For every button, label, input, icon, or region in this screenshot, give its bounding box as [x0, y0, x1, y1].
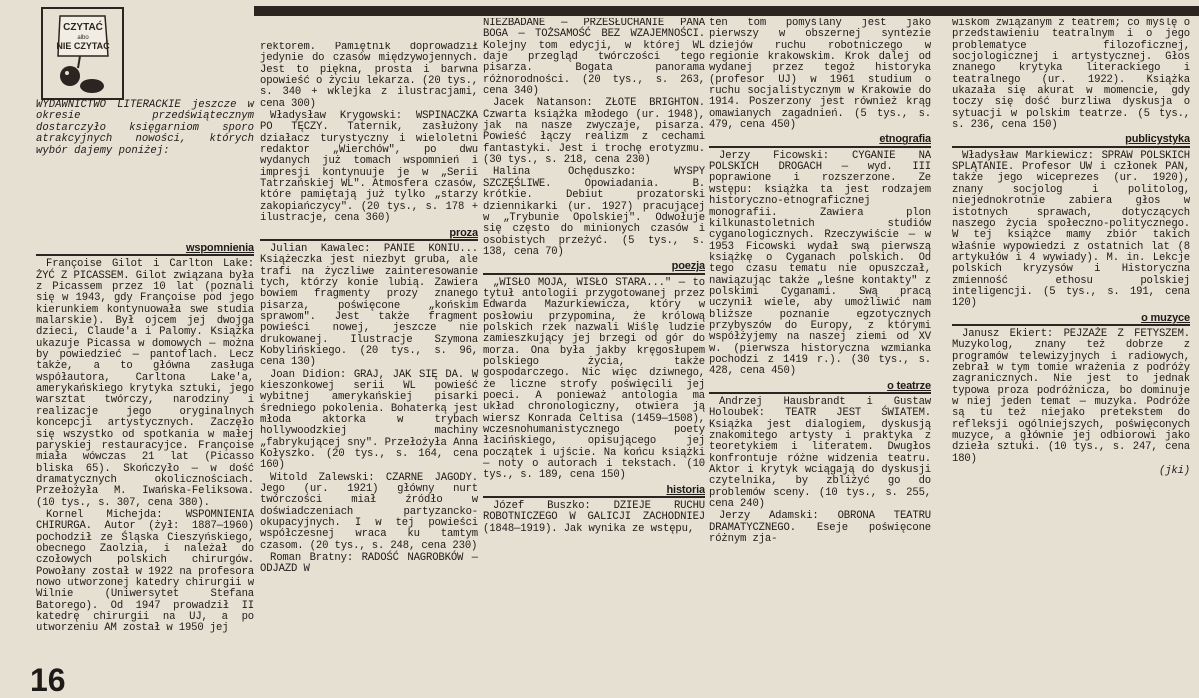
- book-review: Françoise Gilot i Carlton Lake: ŻYĆ Z PICASSEM. Gilot związana była z Picassem przez 10 lat (poznali się w 1943, gdy Françoise pod jego kierunkiem kontynuowała swe studia malarskie). Był ojcem jej dwojga dzieci, Claude'a i Palomy. Książka ukazuje Picassa w domowych — można by powiedzieć — pantoflach. Lecz także, a to główna zasługa współautora, Carltona Lake'a, amerykańskiego krytyka sztuki, jego warsztat twórczy, narodziny i realizacje jego oryginalnych koncepcji artystycznych. Zaczęło się wszystko od spotkania w małej paryskiej restauracyjce. Françoise miała wówczas 21 lat (Picasso bliska 65). Skończyło — w dość dramatycznych okolicznościach. Przełożyła M. Iwańska-Feliksowa. (10 tys., s. 307, cena 380).: [36, 258, 254, 509]
- section-heading: etnografia: [709, 134, 931, 147]
- section-heading: historia: [483, 485, 705, 498]
- section-heading: proza: [260, 228, 478, 241]
- page-number: 16: [30, 662, 66, 698]
- column-5: [952, 18, 1190, 687]
- book-review: Witold Zalewski: CZARNE JAGODY. Jego (ur. 1921) główny nurt twórczości miał źródło w doświadczeniach partyzancko-okupacyjnych. I w tej powieści współczesnej wraca ku tamtym czasom. (20 tys., s. 248, cena 230): [260, 471, 478, 552]
- svg-text:albo: albo: [77, 35, 89, 41]
- book-review: Jerzy Ficowski: CYGANIE NA POLSKICH DROGACH — wyd. III poprawione i rozszerzone. Ze wstępu: książka ta jest rodzajem historyczno-etnograficznej monografii. Zawiera plon kilkunastoletnich studiów cyganologicznych. Rzeczywiście — w 1953 Ficowski wydał swą pierwszą książkę o Cyganach polskich. Od tego czasu tematu nie opuszczał, nawiązując także „leśne kontakty" z polskimi Cyganami. Swą pracą uczynił wiele, aby umożliwić nam bliższe poznanie egzotycznych przybyszów do Europy, z którymi współżyjemy na naszej ziemi od XV w. (pierwsza historyczna wzmianka pochodzi z 1419 r.). (30 tys., s. 428, cena 450): [709, 149, 931, 378]
- section-heading: o teatrze: [709, 381, 931, 394]
- top-rule: [254, 6, 1199, 16]
- book-review: Kornel Michejda: WSPOMNIENIA CHIRURGA. Autor (żył: 1887—1960) pochodził ze Śląska Cieszyńskiego, obecnego Zaolzia, i należał do czołowych polskich chirurgów. Powołany został w 1922 na profesora nowo utworzonej katedry chirurgii w Wilnie (Uniwersytet Stefana Batorego). Od 1947 prowadził II katedrę chirurgii na UJ, a po utworzeniu AM został w 1950 jej: [36, 508, 254, 635]
- book-review: Andrzej Hausbrandt i Gustaw Holoubek: TEATR JEST ŚWIATEM. Książka jest dialogiem, dyskusją znakomitego artysty i praktyka z teoretykiem i literatem. Dwugłos konfrontuje różne widzenia teatru. Aktor i krytyk wciągają do dyskusji czytelnika, by zbliżyć go do problemów sceny. (10 tys., s. 255, cena 240): [709, 396, 931, 511]
- column-4: [709, 18, 931, 687]
- book-review: „WISŁO MOJA, WISŁO STARA..." — to tytuł antologii przygotowanej przez Edwarda Mazurkiewicza, który w posłowiu przypomina, że królową polskich rzek nazwali Wiślę ludzie zamieszkujący jej brzegi od gór do morza. Ona była jakby kręgosłupem polskiego życia, także gospodarczego. Nic więc dziwnego, że liczne strofy poświęcili jej poeci. A ponieważ antologia ma układ chronologiczny, otwiera ją wiersz Konrada Celtisa (1459—1508), wczesnohumanistycznego poety łacińskiego, opisującego jej początek i ujście. Na końcu książki — noty o autorach i tekstach. (10 tys., s. 189, cena 150): [483, 276, 705, 482]
- book-review: Julian Kawalec: PANIE KONIU... Książeczka jest niezbyt gruba, ale trafi na życzliwe zainteresowanie tych, którzy konie lubią. Zawiera bowiem fragmenty prozy znanego pisarza, poświęcone „końskim sprawom". Jest także fragment powieści nowej, jeszcze nie drukowanej. Ilustracje Szymona Kobylińskiego. (20 tys., s. 96, cena 130): [260, 242, 478, 369]
- book-review: Janusz Ekiert: PEJZAŻE Z FETYSZEM. Muzykolog, znany też dobrze z programów telewizyjnych i radiowych, zebrał w tym tomie wrażenia z podróży zagranicznych. Nie jest to jednak typowa proza podróżnicza, bo dominuje w niej jeden temat — muzyka. Podróże są tu też niejako pretekstem do refleksji ogólniejszych, poświęconych muzyce, a głównie jej odbiorowi jako dzieła sztuki. (10 tys., s. 247, cena 180): [952, 327, 1190, 465]
- book-review: Jacek Natanson: ZŁOTE BRIGHTON. Czwarta książka młodego (ur. 1948), jak na nasze zwyczaje, pisarza. Powieść łączy realizm z cechami fantastyki. Jest i trochę erotyzmu. (30 tys., s. 218, cena 230): [483, 97, 705, 167]
- column-3: [483, 18, 705, 687]
- book-review: Halina Ochęduszko: WYSPY SZCZĘŚLIWE. Opowiadania. B. krótkie. Debiut prozatorski dziennikarki (ur. 1927) pracującej w „Trybunie Opolskiej". Odwołuje się często do minionych czasów i osobistych przeżyć. (5 tys., s. 138, cena 70): [483, 166, 705, 258]
- column-2: [260, 42, 478, 687]
- book-review: Jerzy Adamski: OBRONA TEATRU DRAMATYCZNEGO. Eseje poświęcone różnym zja-: [709, 510, 931, 546]
- svg-text:CZYTAĆ: CZYTAĆ: [63, 22, 103, 33]
- book-review: rektorem. Pamiętnik doprowadził jedynie do czasów międzywojennych. Jest to piękna, prosta i barwna opowieść o życiu lekarza. (20 tys., s. 340 + wklejka z ilustracjami, cena 300): [260, 42, 478, 110]
- section-heading: o muzyce: [952, 313, 1190, 326]
- book-review: wiskom związanym z teatrem; co myślę o przedstawieniu teatralnym i o jego problematyce filozoficznej, socjologicznej i artystycznej. Głos znanego krytyka literackiego i teatralnego (ur. 1922). Książka ukazała się akurat w momencie, gdy toczy się dość burzliwa dyskusja o sytuacji w polskim teatrze. (5 tys., s. 236, cena 150): [952, 18, 1190, 132]
- book-review: ten tom pomyślany jest jako pierwszy w obszernej syntezie dziejów ruchu robotniczego w regionie krakowskim. Krok dalej od wydanej przez tegoż historyka (profesor UJ) w 1961 studium o ruchu socjalistycznym w Krakowie do 1914. Poszerzony jest również krąg omawianych zagadnień. (5 tys., s. 479, cena 450): [709, 18, 931, 132]
- section-heading: wspomnienia: [36, 243, 254, 256]
- section-heading: publicystyka: [952, 134, 1190, 147]
- czytac-logo-icon: [40, 6, 125, 101]
- book-review: Władysław Markiewicz: SPRAW POLSKICH SPLĄTANIE. Profesor UW i członek PAN, także jego wiceprezes (ur. 1920), znany socjolog i politolog, niejednokrotnie zabiera głos w istotnych sprawach, dotyczących naszego życia społeczno-politycznego. W tej książce mamy zbiór takich właśnie wypowiedzi z ostatnich lat (8 artykułów i 4 wywiady). M. in. Lekcje polskich kryzysów i Historyczna zmienność ethosu polskiej inteligencji. (5 tys., s. 191, cena 120): [952, 149, 1190, 310]
- intro-text: WYDAWNICTWO LITERACKIE jeszcze w okresie przedświątecznym dostarczyło księgarniom sporo atrakcyjnych nowości, których wybór dajemy poniżej:: [36, 99, 254, 157]
- section-heading: poezja: [483, 261, 705, 274]
- book-review: Joan Didion: GRAJ, JAK SIĘ DA. W kieszonkowej serii WL powieść wybitnej amerykańskiej pisarki średniego pokolenia. Bohaterką jest młoda aktorka w trybach hollywoodzkiej machiny „fabrykującej sny". Przełożyła Anna Kołyszko. (20 tys., s. 164, cena 160): [260, 368, 478, 472]
- svg-text:NIE CZYTAĆ: NIE CZYTAĆ: [56, 41, 110, 51]
- author-signature: (jki): [1158, 465, 1190, 478]
- book-review: Władysław Krygowski: WSPINACZKA PO TĘCZY. Taternik, zasłużony działacz turystyczny i wieloletni redaktor „Wierchów", po dwu wydanych już tomach wspomnień i impresji kontynuuje je w „Serii Tatrzańskiej WL". Atmosfera czasów, które pamiętają już tylko „starzy zakopiańczycy". (20 tys., s. 178 + ilustracje, cena 360): [260, 110, 478, 225]
- book-review: Józef Buszko: DZIEJE RUCHU ROBOTNICZEGO W GALICJI ZACHODNIEJ (1848—1919). Jak wynika ze wstępu,: [483, 500, 705, 535]
- book-review: NIEZBADANE — PRZESŁUCHANIE PANA BOGA — TOŻSAMOŚĆ BEZ WZAJEMNOŚCI. Kolejny tom edycji, w której WL daje przegląd twórczości tego pisarza. Bogata panorama różnorodności. (20 tys., s. 263, cena 340): [483, 18, 705, 98]
- column-1: [36, 240, 254, 680]
- book-review: Roman Bratny: RADOŚĆ NAGROBKÓW — ODJAZD W: [260, 552, 478, 576]
